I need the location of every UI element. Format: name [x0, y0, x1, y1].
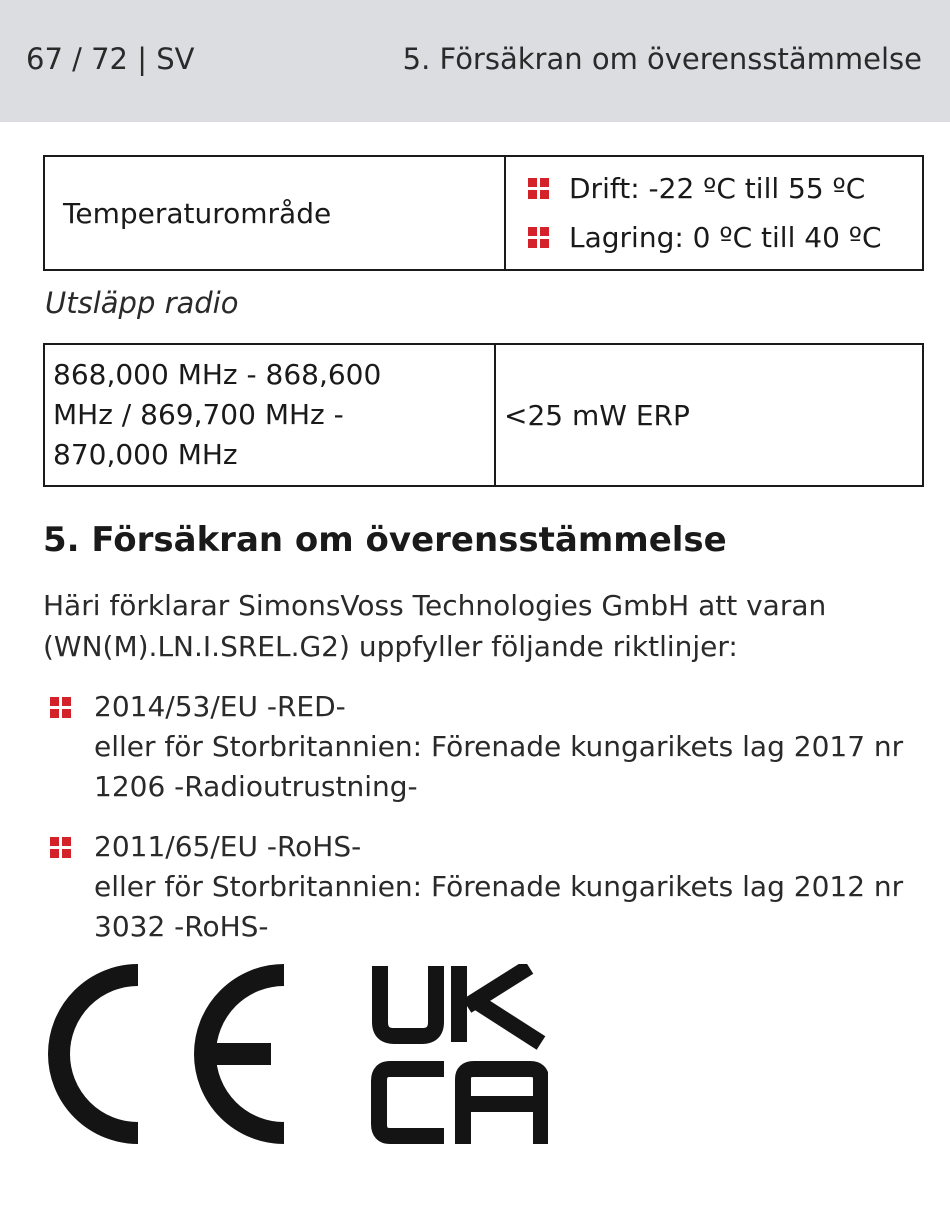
- directive-text: [94, 827, 903, 947]
- frequency-cell: [44, 344, 495, 486]
- temperature-storage: Lagring: 0 ºC till 40 ºC: [569, 221, 882, 254]
- radio-subtitle: Utsläpp radio: [45, 286, 239, 320]
- directive-line: 2011/65/EU -RoHS-: [94, 830, 362, 863]
- temperature-values: [505, 156, 923, 270]
- declaration-intro: [43, 585, 933, 667]
- list-item: [528, 164, 921, 213]
- frequency-line: 868,000 MHz - 868,600: [53, 358, 382, 391]
- temperature-table: [43, 155, 924, 271]
- directive-line: 2014/53/EU -RED-: [94, 690, 346, 723]
- list-item: [50, 687, 930, 807]
- directive-line: 3032 -RoHS-: [94, 910, 269, 943]
- ce-mark-logo: [59, 975, 284, 1133]
- list-item: [50, 827, 930, 947]
- bullet-icon: [50, 697, 71, 718]
- intro-line: Häri förklarar SimonsVoss Technologies GmbH att varan: [43, 589, 827, 622]
- page-number: 67 / 72 | SV: [26, 42, 195, 76]
- list-item: [528, 213, 921, 262]
- bullet-icon: [50, 837, 71, 858]
- directive-line: eller för Storbritannien: Förenade kungarikets lag 2012 nr: [94, 870, 904, 903]
- table-row: [44, 344, 923, 486]
- directive-list: [50, 687, 930, 967]
- frequency-line: 870,000 MHz: [53, 438, 238, 471]
- temperature-list: [528, 164, 921, 262]
- chapter-title: 5. Försäkran om överensstämmelse: [402, 42, 922, 76]
- bullet-icon: [528, 178, 549, 199]
- directive-line: 1206 -Radioutrustning-: [94, 770, 418, 803]
- bullet-icon: [528, 227, 549, 248]
- table-row: [44, 156, 923, 270]
- frequency-line: MHz / 869,700 MHz -: [53, 398, 344, 431]
- temperature-label: Temperaturområde: [44, 156, 505, 270]
- page-header: [0, 0, 950, 122]
- temperature-operation: Drift: -22 ºC till 55 ºC: [569, 172, 866, 205]
- ukca-mark-logo: [379, 966, 541, 1144]
- intro-line: (WN(M).LN.I.SREL.G2) uppfyller följande riktlinjer:: [43, 630, 738, 663]
- directive-text: [94, 687, 903, 807]
- conformity-marks: [43, 964, 548, 1144]
- directive-line: eller för Storbritannien: Förenade kungarikets lag 2017 nr: [94, 730, 904, 763]
- section-heading: 5. Försäkran om överensstämmelse: [43, 520, 727, 560]
- radio-table: [43, 343, 924, 487]
- power-cell: <25 mW ERP: [495, 344, 923, 486]
